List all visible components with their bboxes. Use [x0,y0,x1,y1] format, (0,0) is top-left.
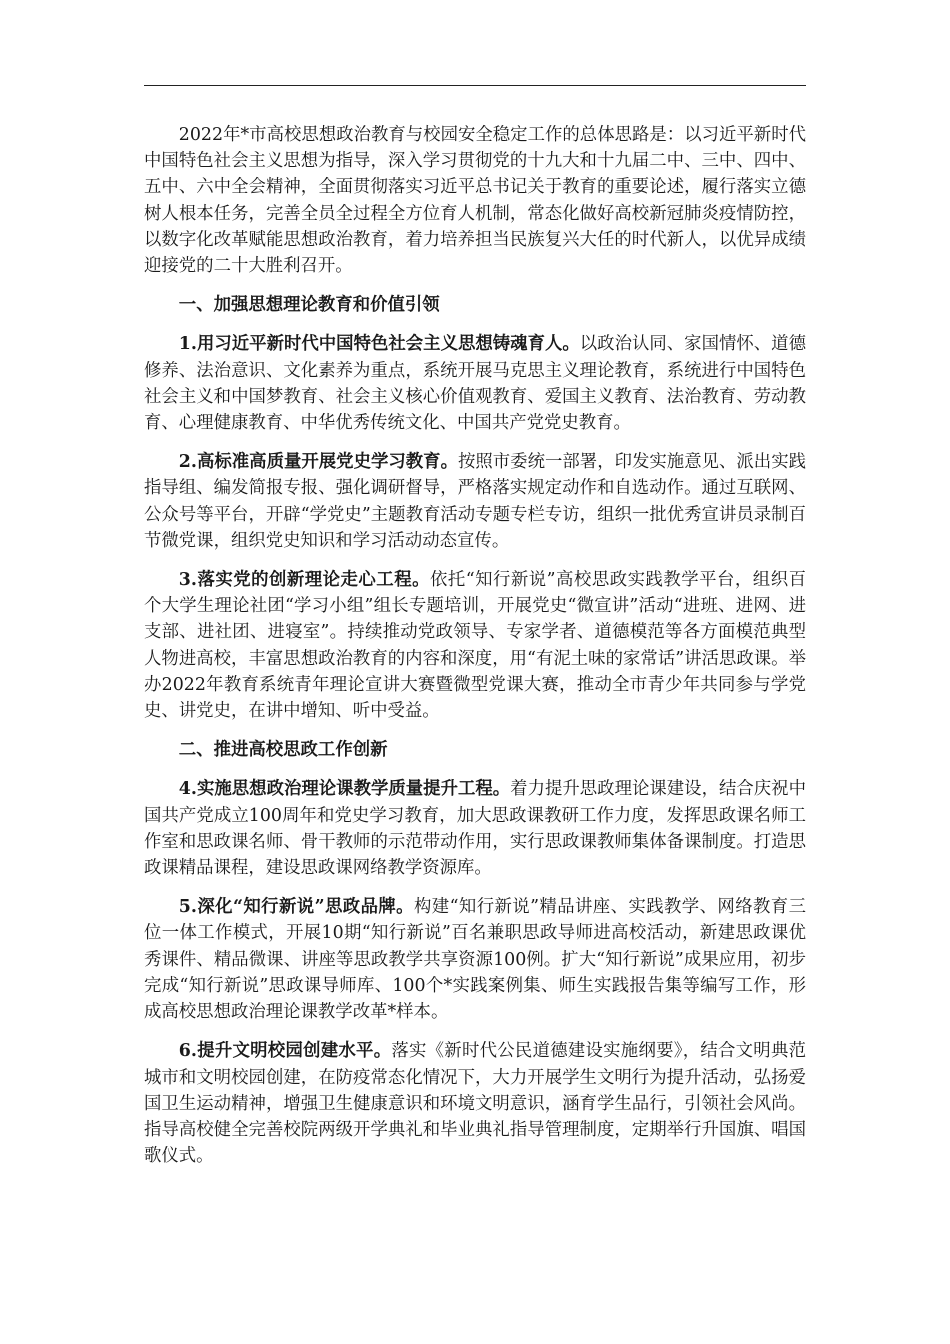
header-rule [144,85,806,86]
item-text-2: 按照市委统一部署，印发实施意见、派出实践指导组、编发简报专报、强化调研督导，严格落实规定动作和自选动作。通过互联网、公众号等平台，开辟“学党史”主题教育活动专题专栏专访，组织一批优秀宣讲员录制百节微党课，组织党史知识和学习活动动态宣传。 [144,452,806,551]
item-paragraph-1 [144,331,806,436]
item-paragraph-2 [144,449,806,554]
item-text-5: 构建“知行新说”精品讲座、实践教学、网络教育三位一体工作模式，开展10期“知行新说”百名兼职思政导师进高校活动，新建思政课优秀课件、精品微课、讲座等思政教学共享资源100例。扩大“知行新说”成果应用，初步完成“知行新说”思政课导师库、100个*实践案例集、师生实践报告集等编写工作，形成高校思想政治理论课教学改革*样本。 [144,897,806,1023]
item-lead-3: 3.落实党的创新理论走心工程。 [178,570,430,591]
intro-paragraph: 2022年*市高校思想政治教育与校园安全稳定工作的总体思路是：以习近平新时代中国特色社会主义思想为指导，深入学习贯彻党的十九大和十九届二中、三中、四中、五中、六中全会精神，全面贯彻落实习近平总书记关于教育的重要论述，履行落实立德树人根本任务，完善全员全过程全方位育人机制，常态化做好高校新冠肺炎疫情防控，以数字化改革赋能思想政治教育，着力培养担当民族复兴大任的时代新人，以优异成绩迎接党的二十大胜利召开。 [144,125,806,277]
item-lead-2: 2.高标准高质量开展党史学习教育。 [178,452,458,473]
item-paragraph-6 [144,1038,806,1169]
item-paragraph-3 [144,567,806,724]
item-text-3: 依托“知行新说”高校思政实践教学平台，组织百个大学生理论社团“学习小组”组长专题培训，开展党史“微宣讲”活动“进班、进网、进支部、进社团、进寝室”。持续推动党政领导、专家学者、道德模范等各方面模范典型人物进高校，丰富思想政治教育的内容和深度，用“有泥土味的家常话”讲活思政课。举办2022年教育系统青年理论宣讲大赛暨微型党课大赛，推动全市青少年共同参与学党史、讲党史，在讲中增知、听中受益。 [144,570,806,722]
item-text-1: 以政治认同、家国情怀、道德修养、法治意识、文化素养为重点，系统开展马克思主义理论教育，系统进行中国特色社会主义和中国梦教育、社会主义核心价值观教育、爱国主义教育、法治教育、劳动教育、心理健康教育、中华优秀传统文化、中国共产党党史教育。 [144,334,806,434]
item-lead-5: 5.深化“知行新说”思政品牌。 [178,897,414,918]
section-heading-2: 二、推进高校思政工作创新 [178,740,388,761]
item-lead-6: 6.提升文明校园创建水平。 [178,1041,392,1062]
item-lead-1: 1.用习近平新时代中国特色社会主义思想铸魂育人。 [178,334,580,355]
section-heading-1: 一、加强思想理论教育和价值引领 [178,295,440,316]
item-paragraph-5 [144,894,806,1025]
item-text-4: 着力提升思政理论课建设，结合庆祝中国共产党成立100周年和党史学习教育，加大思政课教研工作力度，发挥思政课名师工作室和思政课名师、骨干教师的示范带动作用，实行思政课教师集体备课制度。打造思政课精品课程，建设思政课网络教学资源库。 [144,779,806,879]
document-body [144,122,806,1182]
item-text-6: 落实《新时代公民道德建设实施纲要》，结合文明典范城市和文明校园创建，在防疫常态化情况下，大力开展学生文明行为提升活动，弘扬爱国卫生运动精神，增强卫生健康意识和环境文明意识，涵育学生品行，引领社会风尚。指导高校健全完善校院两级开学典礼和毕业典礼指导管理制度，定期举行升国旗、唱国歌仪式。 [144,1041,806,1167]
item-paragraph-4 [144,776,806,881]
item-lead-4: 4.实施思想政治理论课教学质量提升工程。 [178,779,511,800]
